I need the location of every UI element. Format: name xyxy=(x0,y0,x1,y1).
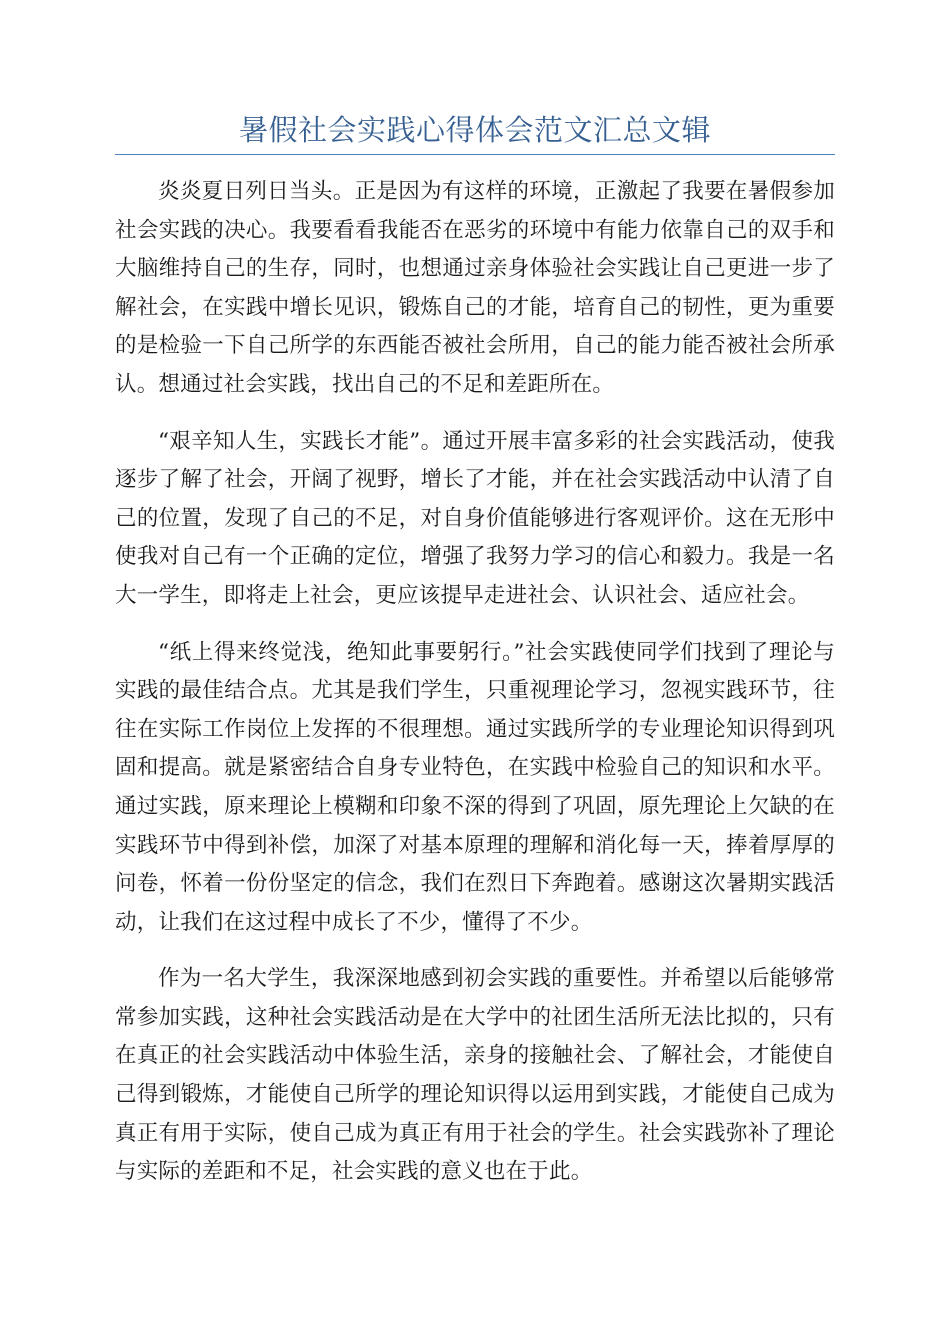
paragraph-4: 作为一名大学生，我深深地感到初会实践的重要性。并希望以后能够常常参加实践，这种社会实践活动是在大学中的社团生活所无法比拟的，只有在真正的社会实践活动中体验生活，亲身的接触社会、了解社会，才能使自己得到锻炼，才能使自己所学的理论知识得以运用到实践，才能使自己成为真正有用于实际，使自己成为真正有用于社会的学生。社会实践弥补了理论与实际的差距和不足，社会实践的意义也在于此。 xyxy=(115,966,835,1185)
paragraph-2: “艰辛知人生，实践长才能”。通过开展丰富多彩的社会实践活动，使我逐步了解了社会，开阔了视野，增长了才能，并在社会实践活动中认清了自己的位置，发现了自己的不足，对自身价值能够进行客观评价。这在无形中使我对自己有一个正确的定位，增强了我努力学习的信心和毅力。我是一名大一学生，即将走上社会，更应该提早走进社会、认识社会、适应社会。 xyxy=(115,428,835,608)
paragraph-1: 炎炎夏日列日当头。正是因为有这样的环境，正激起了我要在暑假参加社会实践的决心。我要看看我能否在恶劣的环境中有能力依靠自己的双手和大脑维持自己的生存，同时，也想通过亲身体验社会实践让自己更进一步了解社会，在实践中增长见识，锻炼自己的才能，培育自己的韧性，更为重要的是检验一下自己所学的东西能否被社会所用，自己的能力能否被社会所承认。想通过社会实践，找出自己的不足和差距所在。 xyxy=(115,179,835,397)
document-page xyxy=(115,108,835,1210)
document-title: 暑假社会实践心得体会范文汇总文辑 xyxy=(238,113,711,147)
title-underline xyxy=(115,154,835,155)
paragraph-3: “纸上得来终觉浅，绝知此事要躬行。”社会实践使同学们找到了理论与实践的最佳结合点。尤其是我们学生，只重视理论学习，忽视实践环节，往往在实际工作岗位上发挥的不很理想。通过实践所学的专业理论知识得到巩固和提高。就是紧密结合自身专业特色，在实践中检验自己的知识和水平。通过实践，原来理论上模糊和印象不深的得到了巩固，原先理论上欠缺的在实践环节中得到补偿，加深了对基本原理的理解和消化每一天，捧着厚厚的问卷，怀着一份份坚定的信念，我们在烈日下奔跑着。感谢这次暑期实践活动，让我们在这过程中成长了不少，懂得了不少。 xyxy=(115,639,835,935)
